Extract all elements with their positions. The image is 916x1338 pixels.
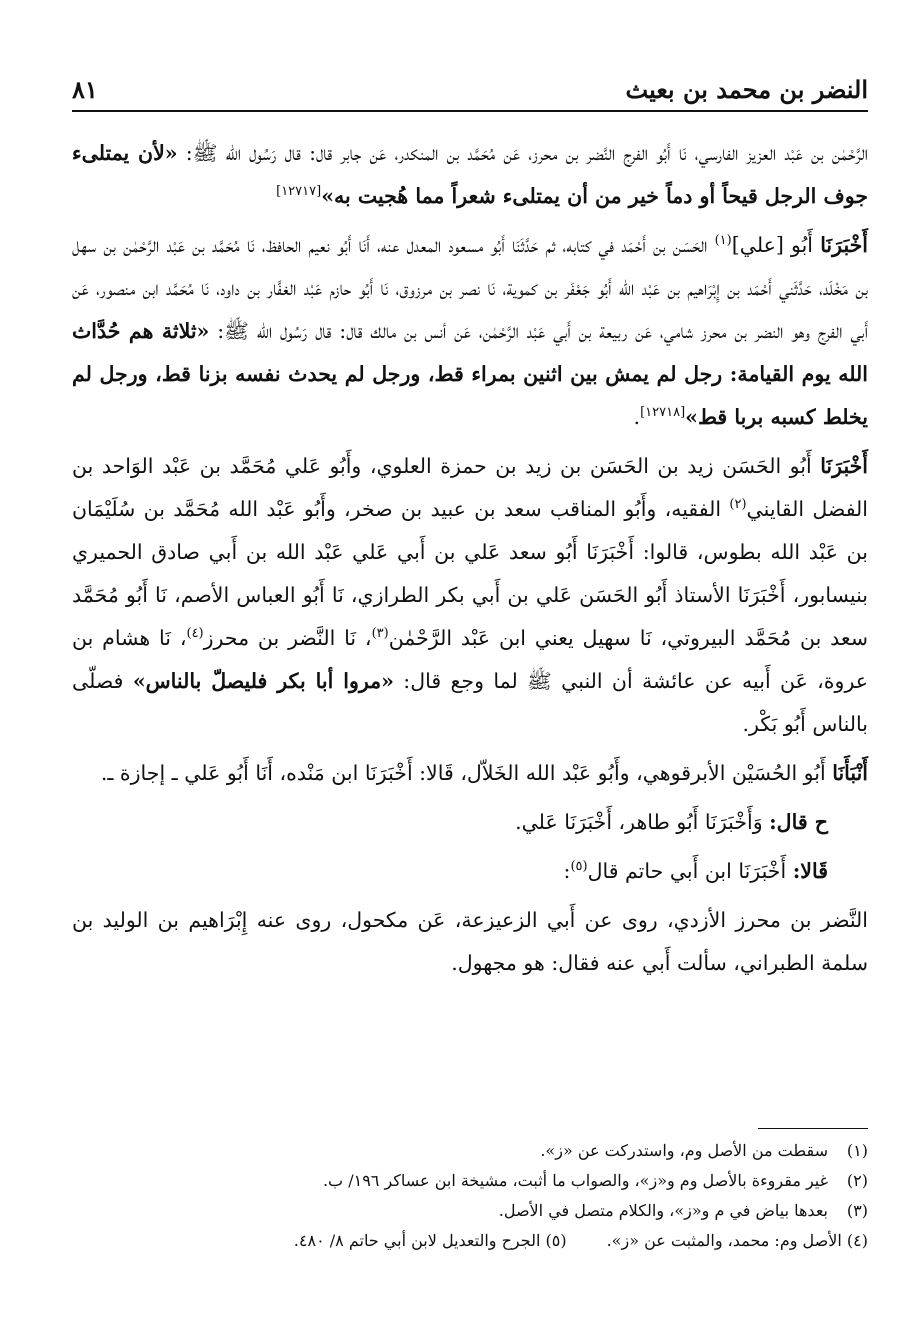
- paragraph-text: الحَسَن بن أَحْمَد في كتابه، ثم حَدَّثَنَا أَبُو مسعود المعدل عنه، أَنَا أَبُو نعيم الحافظ، نَا مُحَمَّد بن عَبْد الرَّحْمٰن بن سهل بن مَخْلَد، حَدَّثَني أَحْمَد بن إِبْرَاهيم بن عَبْد الله أَبُو جَعْفَر بن كموية، نَا نصر بن مرزوق، نَا أَبُو حازم عَبْد الغفَّار بن داود، نَا مُحَمَّد ابن منصور، عَن أَبي الفرج وهو النضر بن محرز شامي، عَن ربيعة بن أَبي عَبْد الرَّحْمٰن، عَن أنس بن مالك قال: قال رَسُول الله ﷺ:: [72, 233, 868, 343]
- paragraph-text: ، نَا النَّضر بن محرز: [203, 626, 372, 650]
- footnote-5: [294, 1226, 567, 1256]
- footnote-number: (١): [846, 1141, 868, 1160]
- footnote-text: الأصل وم: محمد، والمثبت عن «ز».: [606, 1231, 842, 1250]
- paragraph-text: أَبُو الحَسَن زيد بن الحَسَن بن زيد بن حمزة العلوي، وأَبُو عَلي مُحَمَّد بن عَبْد الوَاحد بن الفضل القايني: [72, 454, 869, 521]
- footnote-divider: [758, 1128, 868, 1129]
- page-number: ٨١: [72, 75, 98, 104]
- footnote-number: (٤): [846, 1231, 868, 1250]
- paragraph-last: النَّضر بن محرز الأزدي، روى عن أَبي الزعيزعة، عَن مكحول، روى عنه إِبْرَاهيم بن الوليد بن سلمة الطبراني، سألت أَبي عنه فقال: هو مجهول.: [72, 908, 868, 975]
- hadith-text: «لأن يمتلىء جوف الرجل قيحاً أو دماً خير من أن يمتلىء شعراً مما هُجيت به»: [72, 141, 868, 208]
- paragraph-4: [72, 752, 868, 795]
- lead-word: ح قال:: [769, 810, 828, 834]
- line-text: أَخْبَرَنَا ابن أَبي حاتم قال: [587, 859, 793, 883]
- footnote-number: (٣): [846, 1201, 868, 1220]
- footnote-number: (٥): [545, 1231, 567, 1250]
- paragraph-tail: فصلّى بالناس أَبُو بَكْر.: [72, 669, 868, 736]
- footnote-4: [607, 1226, 868, 1256]
- paragraph-text: ، نَا هشام بن عروة، عَن أَبيه عن عائشة أن النبي ﷺ لما وجع قال:: [72, 626, 868, 693]
- paragraph-text: الرَّحْمٰن بن عَبْد العزيز الفارسي، نَا أَبُو الفرج النَّضر بن محرز، عَن مُحَمَّد بن المنكدر، عَن جابر قال: قال رَسُول الله ﷺ:: [177, 141, 868, 165]
- hadith-number: [١٢٧١٨]: [640, 405, 686, 421]
- footnote-marker: (٣): [371, 626, 389, 642]
- paragraph-text: الفقيه، وأَبُو المناقب سعد بن عبيد بن صخر، وأَبُو عَبْد الله مُحَمَّد بن سُلَيْمَان بن عَبْد الله بطوس، قالوا: أَخْبَرَنَا أَبُو سعد عَلي بن أَبي عَلي عَبْد الله بن أَبي صادق الحميري بنيسابور، أَخْبَرَنَا الأستاذ أَبُو الحَسَن عَلي بن أَبي بكر الطرازي، نَا أَبُو العباس الأصم، نَا أَبُو مُحَمَّد سعد بن مُحَمَّد البيروتي، نَا سهيل يعني ابن عَبْد الرَّحْمٰن: [72, 497, 868, 650]
- footnote-text: غير مقروءة بالأصل وم و«ز»، والصواب ما أثبت، مشيخة ابن عساكر ١٩٦/ ب.: [322, 1171, 828, 1190]
- paragraph-tail: .: [633, 405, 641, 429]
- paragraph-text: أَبُو الحُسَيْن الأبرقوهي، وأَبُو عَبْد الله الخَلاّل، قَالا: أَخْبَرَنَا ابن مَنْده، أَنَا أَبُو عَلي ـ إجازة ـ.: [100, 761, 833, 785]
- lead-word: أَخْبَرَنَا: [820, 233, 869, 257]
- paragraph-1: [72, 132, 868, 218]
- line-qala: [72, 850, 868, 893]
- footnote-3: [72, 1196, 868, 1226]
- footnote-text: بعدها بياض في م و«ز»، والكلام متصل في الأصل.: [498, 1201, 828, 1220]
- line-tail: :: [563, 859, 571, 883]
- footnote-marker: (٥): [570, 859, 588, 875]
- footnote-text: الجرح والتعديل لابن أبي حاتم ٨/ ٤٨٠.: [293, 1231, 541, 1250]
- page-header: [72, 64, 868, 112]
- footnote-marker: (٤): [186, 626, 204, 642]
- footnote-4-5: [72, 1226, 868, 1256]
- footnote-marker: (٢): [729, 497, 747, 513]
- footnote-number: (٢): [846, 1171, 868, 1190]
- hadith-text: «ثلاثة هم حُدَّاث الله يوم القيامة: رجل لم يمش بين اثنين بمراء قط، ورجل لم يحدث نفسه بزنا قط، ورجل لم يخلط كسبه بربا قط»: [72, 319, 868, 429]
- lead-word: أَنْبَأَنَا: [832, 761, 868, 785]
- lead-word: قَالا:: [792, 859, 828, 883]
- footnote-1: [72, 1136, 868, 1166]
- running-title: النضر بن محمد بن بعيث: [625, 75, 868, 104]
- hadith-text: «مروا أبا بكر فليصلّ بالناس»: [132, 669, 394, 693]
- footnotes: [72, 1136, 868, 1256]
- paragraph-3: [72, 445, 868, 746]
- lead-word: أَخْبَرَنَا: [820, 454, 869, 478]
- line-ha: [72, 801, 868, 844]
- main-text: [72, 132, 868, 991]
- footnote-2: [72, 1166, 868, 1196]
- paragraph-text: أَبُو [علي]: [731, 233, 821, 257]
- hadith-number: [١٢٧١٧]: [276, 184, 322, 200]
- line-text: وَأَخْبَرَنَا أَبُو طاهر، أَخْبَرَنَا عَلي.: [515, 810, 770, 834]
- footnote-text: سقطت من الأصل وم، واستدركت عن «ز».: [540, 1141, 828, 1160]
- footnote-marker: (١): [714, 233, 732, 249]
- paragraph-2: [72, 224, 868, 439]
